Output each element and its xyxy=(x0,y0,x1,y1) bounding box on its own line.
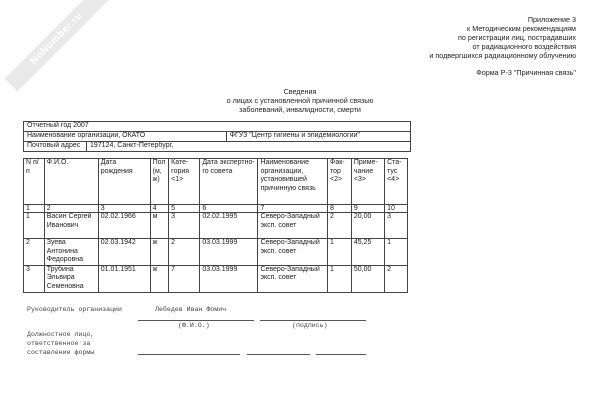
cell: Зуева Антонина Федоровна xyxy=(44,239,98,266)
cell: Васин Сергей Иванович xyxy=(44,213,98,239)
main-table xyxy=(23,158,408,293)
cell: ж xyxy=(150,265,169,292)
header-cell: Ф.И.О. xyxy=(44,159,98,205)
header-cell: Кате-гория <1> xyxy=(169,159,200,205)
address-value: 197124, Санкт-Петербург, xyxy=(87,142,411,152)
column-number-row xyxy=(24,205,408,213)
column-number: 1 xyxy=(24,205,45,213)
cell: ж xyxy=(150,239,169,266)
responsible-label-line: Должностное лицо, xyxy=(27,331,95,338)
column-number: 7 xyxy=(258,205,328,213)
column-number: 3 xyxy=(98,205,150,213)
cell: 2 xyxy=(385,265,408,292)
form-name: Форма Р-3 "Причинная связь" xyxy=(476,68,576,77)
fio-caption: (Ф.И.О.) xyxy=(178,322,210,329)
column-number: 4 xyxy=(150,205,169,213)
appendix-line: к Методическим рекомендациям xyxy=(467,24,576,33)
responsible-label-line: составление формы xyxy=(27,349,95,356)
header-row xyxy=(24,159,408,205)
title-line: о лицах с установленной причинной связью xyxy=(226,96,374,105)
cell: 01.01.1951 xyxy=(98,265,150,292)
column-number: 10 xyxy=(385,205,408,213)
cell: м xyxy=(150,213,169,239)
cell: 45,25 xyxy=(351,239,384,266)
appendix-line: по регистрации лиц, пострадавших xyxy=(457,33,576,42)
org-value: ФГУЗ "Центр гигиены и эпидемиологии" xyxy=(226,132,410,142)
column-number: 5 xyxy=(169,205,200,213)
title-line: заболеваний, инвалидности, смерти xyxy=(239,105,361,114)
cell: 1 xyxy=(328,239,352,266)
document-title xyxy=(180,87,420,114)
cell: 02.03.1942 xyxy=(98,239,150,266)
column-number: 8 xyxy=(328,205,352,213)
head-label: Руководитель организации xyxy=(27,306,122,313)
head-name: Лебедев Иван Фомич xyxy=(155,306,227,313)
responsible-label-line: ответственное за xyxy=(27,340,91,347)
cell: 20,00 xyxy=(351,213,384,239)
responsible-label xyxy=(27,330,94,357)
table-row xyxy=(24,213,408,239)
cell: 2 xyxy=(24,239,45,266)
column-number: 9 xyxy=(351,205,384,213)
appendix-line: Приложение 3 xyxy=(527,15,576,24)
header-cell: Дата рождения xyxy=(98,159,150,205)
info-table xyxy=(23,121,411,152)
cell: 3 xyxy=(169,213,200,239)
cell: 1 xyxy=(328,265,352,292)
responsible-name-line xyxy=(247,354,310,355)
header-cell: N п/п xyxy=(24,159,45,205)
cell: 03.03.1999 xyxy=(200,265,258,292)
table-row xyxy=(24,265,408,292)
cell: Северо-Западный эксп. совет xyxy=(258,265,328,292)
cell: 3 xyxy=(24,265,45,292)
responsible-signature-line xyxy=(316,354,366,355)
cell: 1 xyxy=(24,213,45,239)
header-cell: Пол (м, ж) xyxy=(150,159,169,205)
cell: 02.02.1995 xyxy=(200,213,258,239)
cell: Северо-Западный эксп. совет xyxy=(258,213,328,239)
cell: 03.03.1999 xyxy=(200,239,258,266)
org-label: Наименование организации, ОКАТО xyxy=(24,132,227,142)
cell: 02.02.1966 xyxy=(98,213,150,239)
signature-caption: (подпись) xyxy=(292,322,328,329)
responsible-position-line xyxy=(138,354,240,355)
cell: 2 xyxy=(328,213,352,239)
appendix-note xyxy=(429,15,576,77)
header-cell: Приме-чание <3> xyxy=(351,159,384,205)
title-line: Сведения xyxy=(283,87,317,96)
header-cell: Дата экспертно-го совета xyxy=(200,159,258,205)
cell: Северо-Западный эксп. совет xyxy=(258,239,328,266)
header-cell: Фак-тор <2> xyxy=(328,159,352,205)
address-label: Почтовый адрес xyxy=(24,142,87,152)
report-year: Отчетный год 2007 xyxy=(24,122,411,132)
watermark: NoNumber.ru xyxy=(5,0,110,91)
cell: 2 xyxy=(169,239,200,266)
column-number: 2 xyxy=(44,205,98,213)
appendix-line: и подвергшихся радиационному облучению xyxy=(429,51,576,60)
header-cell: Ста-тус <4> xyxy=(385,159,408,205)
cell: 3 xyxy=(385,213,408,239)
cell: 50,00 xyxy=(351,265,384,292)
table-row xyxy=(24,239,408,266)
appendix-line: от радиационного воздействия xyxy=(472,42,576,51)
header-cell: Наименование организации, установившей причинную связь xyxy=(258,159,328,205)
cell: Трубина Эльвира Семеновна xyxy=(44,265,98,292)
column-number: 6 xyxy=(200,205,258,213)
cell: 1 xyxy=(385,239,408,266)
cell: 7 xyxy=(169,265,200,292)
